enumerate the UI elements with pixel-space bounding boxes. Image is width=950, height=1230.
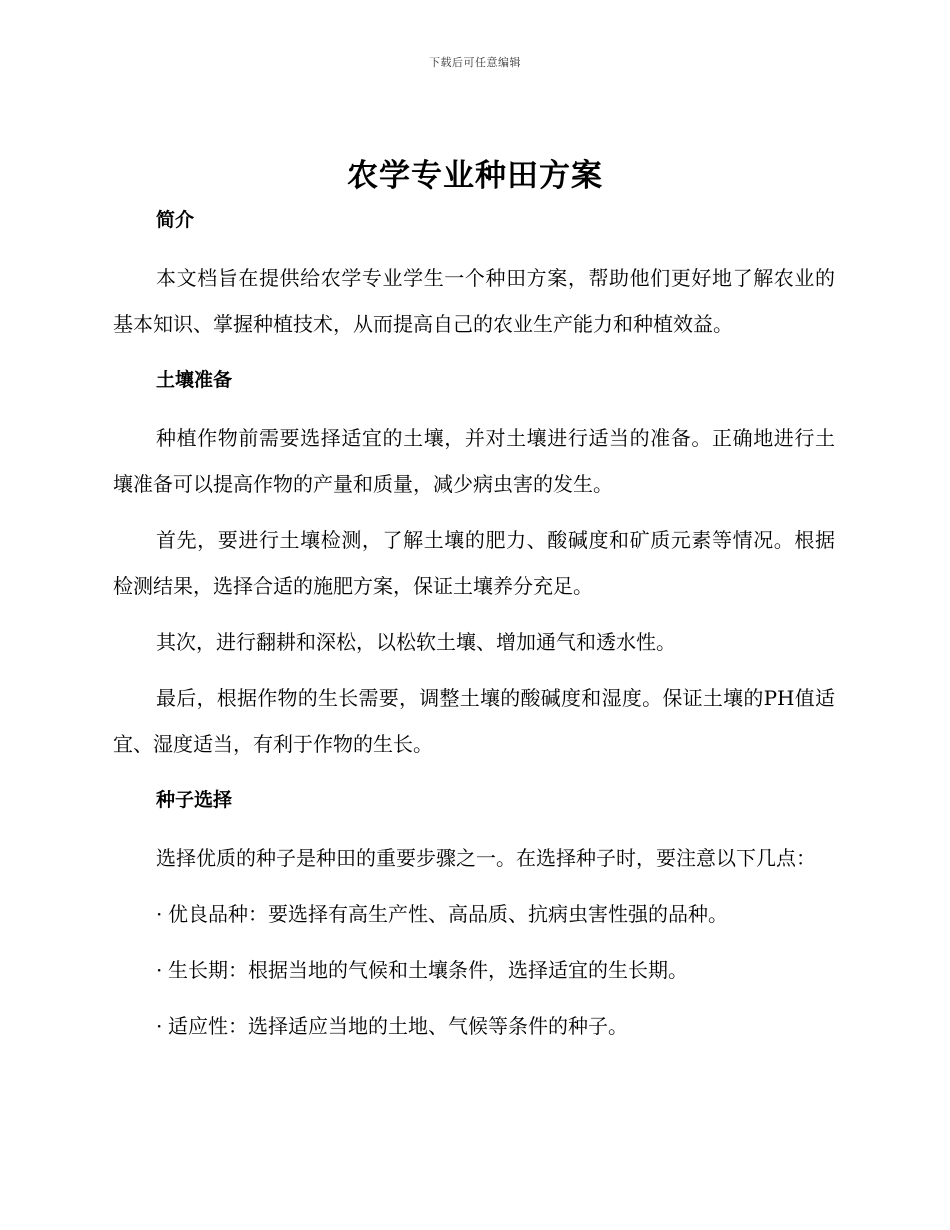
section-heading: 种子选择 xyxy=(156,789,233,811)
paragraph: 最后，根据作物的生长需要，调整土壤的酸碱度和湿度。保证土壤的PH值适宜、湿度适当，有利于作物的生长。 xyxy=(113,686,835,756)
bullet-text: 适应性：选择适应当地的土地、气候等条件的种子。 xyxy=(168,1014,628,1038)
bullet-item xyxy=(156,947,835,993)
bullet-dot-icon: · xyxy=(156,1014,163,1038)
section-heading: 简介 xyxy=(156,209,195,231)
section-intro xyxy=(113,203,835,347)
bullet-item xyxy=(156,1003,835,1049)
paragraph: 本文档旨在提供给农学专业学生一个种田方案，帮助他们更好地了解农业的基本知识、掌握种植技术，从而提高自己的农业生产能力和种植效益。 xyxy=(113,266,835,336)
paragraph: 种植作物前需要选择适宜的土壤，并对土壤进行适当的准备。正确地进行土壤准备可以提高作物的产量和质量，减少病虫害的发生。 xyxy=(113,426,835,496)
header-note: 下载后可任意编辑 xyxy=(429,56,521,69)
paragraph: 首先，要进行土壤检测，了解土壤的肥力、酸碱度和矿质元素等情况。根据检测结果，选择合适的施肥方案，保证土壤养分充足。 xyxy=(113,528,835,598)
document-title: 农学专业种田方案 xyxy=(347,158,603,194)
document-body xyxy=(113,203,835,1059)
paragraph: 其次，进行翻耕和深松，以松软土壤、增加通气和透水性。 xyxy=(156,630,676,654)
bullet-dot-icon: · xyxy=(156,958,163,982)
bullet-text: 优良品种：要选择有高生产性、高品质、抗病虫害性强的品种。 xyxy=(168,902,728,926)
section-soil-preparation xyxy=(113,363,835,767)
bullet-dot-icon: · xyxy=(156,902,163,926)
bullet-text: 生长期：根据当地的气候和土壤条件，选择适宜的生长期。 xyxy=(168,958,688,982)
bullet-item xyxy=(156,891,835,937)
section-seed-selection xyxy=(113,783,835,1049)
paragraph: 选择优质的种子是种田的重要步骤之一。在选择种子时，要注意以下几点： xyxy=(156,846,816,870)
section-heading: 土壤准备 xyxy=(156,369,233,391)
